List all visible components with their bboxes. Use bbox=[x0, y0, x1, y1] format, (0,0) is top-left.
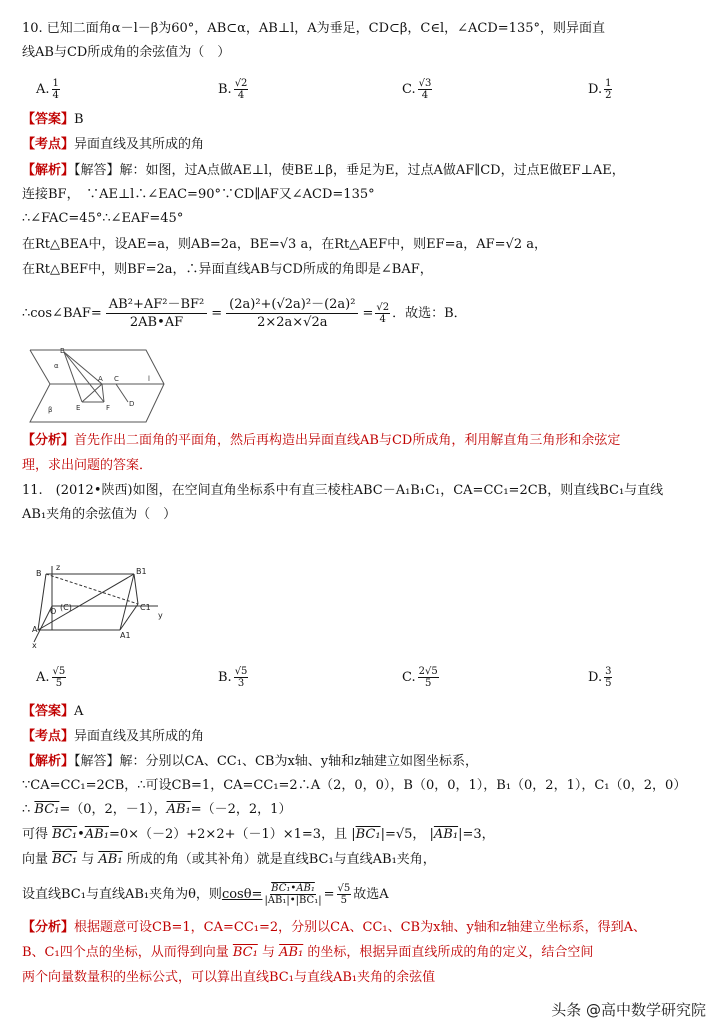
q10-option-b: B. $\frac{√2}{4}$ bbox=[218, 78, 248, 101]
q10-answer: 【答案】B bbox=[22, 112, 84, 127]
kaodian-tag: 【考点】 bbox=[22, 729, 75, 744]
q10-option-d: D. $\frac{1}{2}$ bbox=[588, 78, 612, 101]
label-a: A bbox=[98, 375, 103, 383]
q10-jiexi-line1: 【解析】【解答】解：如图，过A点做AE⊥l，使BE⊥β，垂足为E，过点A做AF∥CD，过点E做EF⊥AE， bbox=[22, 163, 625, 178]
label-a1: A1 bbox=[120, 631, 131, 640]
kaodian-tag: 【考点】 bbox=[22, 137, 75, 152]
label-c: C bbox=[114, 375, 119, 383]
fenxi-tag: 【分析】 bbox=[22, 920, 75, 935]
q10-option-a: A. $\frac{1}{4}$ bbox=[36, 78, 59, 101]
q10-stem-line1: 10. 已知二面角α－l－β为60°，AB⊂α，AB⊥l，A为垂足，CD⊂β，C∈l，∠ACD=135°，则异面直 bbox=[22, 21, 605, 36]
q11-fenxi-line3: 两个向量数量积的坐标公式，可以算出直线BC₁与直线AB₁夹角的余弦值 bbox=[22, 970, 436, 985]
fenxi-tag: 【分析】 bbox=[22, 433, 75, 448]
answer-tag: 【答案】 bbox=[22, 704, 75, 719]
label-a: A bbox=[32, 625, 38, 634]
q10-dihedral-figure bbox=[24, 344, 174, 428]
label-l: l bbox=[148, 375, 150, 383]
label-alpha: α bbox=[54, 362, 59, 370]
q11-jiexi-line1: 【解析】【解答】解：分别以CA、CC₁、CB为x轴、y轴和z轴建立如图坐标系， bbox=[22, 754, 478, 769]
q10-fenxi-line1: 【分析】首先作出二面角的平面角，然后再构造出异面直线AB与CD所成角，利用解直角三角形和余弦定 bbox=[22, 433, 621, 448]
q11-fenxi-line2: B、C₁四个点的坐标，从而得到向量 BC₁ 与 AB₁ 的坐标，根据异面直线所成的角的定义，结合空间 bbox=[22, 945, 594, 960]
q10-kaodian: 【考点】异面直线及其所成的角 bbox=[22, 137, 205, 152]
q10-option-c: C. $\frac{√3}{4}$ bbox=[402, 78, 432, 101]
q11-jiexi-line2: ∵CA=CC₁=2CB，∴可设CB=1，CA=CC₁=2∴A（2，0，0），B（0，0，1），B₁（0，2，1），C₁（0，2，0） bbox=[22, 778, 687, 793]
jiexi-tag: 【解析】 bbox=[22, 163, 75, 178]
watermark: 头条 @高中数学研究院 bbox=[551, 1001, 706, 1019]
label-b: B bbox=[60, 347, 65, 355]
q10-jiexi-line5: 在Rt△BEF中，则BF=2a，∴异面直线AB与CD所成的角即是∠BAF， bbox=[22, 262, 433, 277]
edge-a1c1 bbox=[120, 604, 138, 630]
q11-prism-figure bbox=[30, 560, 170, 650]
q11-fenxi-line1: 【分析】根据题意可设CB=1，CA=CC₁=2，分别以CA、CC₁、CB为x轴、y轴和z轴建立坐标系，得到A、 bbox=[22, 920, 647, 935]
q10-jiexi-line3: ∴∠FAC=45°∴∠EAF=45° bbox=[22, 211, 184, 226]
q10-cos-formula: ∴cos∠BAF= $\frac{\text{AB²+AF²－BF²}}{2AB•AF}$ = $\frac{\text{(2a)²+(√2a)²－(2a)²}}{2\times 2a\times√2a}$ = $\frac{√2}{4}$ ．故选：B． bbox=[22, 297, 467, 330]
label-c1: C1 bbox=[140, 603, 151, 612]
segment-cd bbox=[116, 384, 128, 402]
diag-bc1 bbox=[46, 574, 138, 604]
q11-stem-line1: 11. (2012•陕西)如图，在空间直角坐标系中有直三棱柱ABC－A₁B₁C₁，CA=CC₁=2CB，则直线BC₁与直线 bbox=[22, 483, 664, 498]
q11-kaodian: 【考点】异面直线及其所成的角 bbox=[22, 729, 205, 744]
q11-option-b: B. $\frac{√5}{3}$ bbox=[218, 666, 248, 689]
q11-answer: 【答案】A bbox=[22, 704, 84, 719]
q11-jiexi-line3: ∴ BC₁=（0，2，－1），AB₁=（－2，2，1） bbox=[22, 802, 292, 817]
label-x: x bbox=[32, 641, 37, 650]
edge-ba bbox=[38, 574, 46, 630]
label-f: F bbox=[106, 404, 111, 412]
label-y: y bbox=[158, 611, 163, 620]
label-e: E bbox=[76, 404, 81, 412]
q11-jiexi-line6: 设直线BC₁与直线AB₁夹角为θ，则cosθ= $\frac{\text{BC₁•AB₁}}{\text{|AB₁|•|BC₁|}}$ = $\frac{√5}{5}$ 故选A bbox=[22, 883, 389, 906]
q11-option-a: A. $\frac{√5}{5}$ bbox=[36, 666, 66, 689]
q10-fenxi-line2: 理，求出问题的答案． bbox=[22, 458, 153, 473]
answer-tag: 【答案】 bbox=[22, 112, 75, 127]
label-d: D bbox=[129, 400, 135, 408]
label-c: (C) bbox=[60, 603, 72, 612]
q11-stem-line2: AB₁夹角的余弦值为（ ） bbox=[22, 507, 177, 522]
label-b1: B1 bbox=[136, 567, 147, 576]
q11-jiexi-line5: 向量 BC₁ 与 AB₁ 所成的角（或其补角）就是直线BC₁与直线AB₁夹角， bbox=[22, 852, 436, 867]
q10-jiexi-line4: 在Rt△BEA中，设AE=a，则AB=2a，BE=√3 a，在Rt△AEF中，则EF=a，AF=√2 a， bbox=[22, 237, 547, 252]
edge-b1c1 bbox=[134, 574, 138, 604]
q11-jiexi-line4: 可得 BC₁•AB₁=0×（－2）+2×2+（－1）×1=3，且 |BC₁|=√5， |AB₁|=3， bbox=[22, 827, 495, 842]
label-z: z bbox=[56, 563, 61, 572]
label-beta: β bbox=[48, 406, 53, 414]
q10-stem-line2: 线AB与CD所成角的余弦值为（ ） bbox=[22, 45, 231, 60]
jiexi-tag: 【解析】 bbox=[22, 754, 75, 769]
q11-option-d: D. $\frac{3}{5}$ bbox=[588, 666, 612, 689]
q10-jiexi-line2: 连接BF， ∵AE⊥l∴∠EAC=90°∵CD∥AF又∠ACD=135° bbox=[22, 187, 375, 202]
label-o: O bbox=[50, 607, 57, 616]
q11-option-c: C. $\frac{2√5}{5}$ bbox=[402, 666, 438, 689]
label-b: B bbox=[36, 569, 42, 578]
